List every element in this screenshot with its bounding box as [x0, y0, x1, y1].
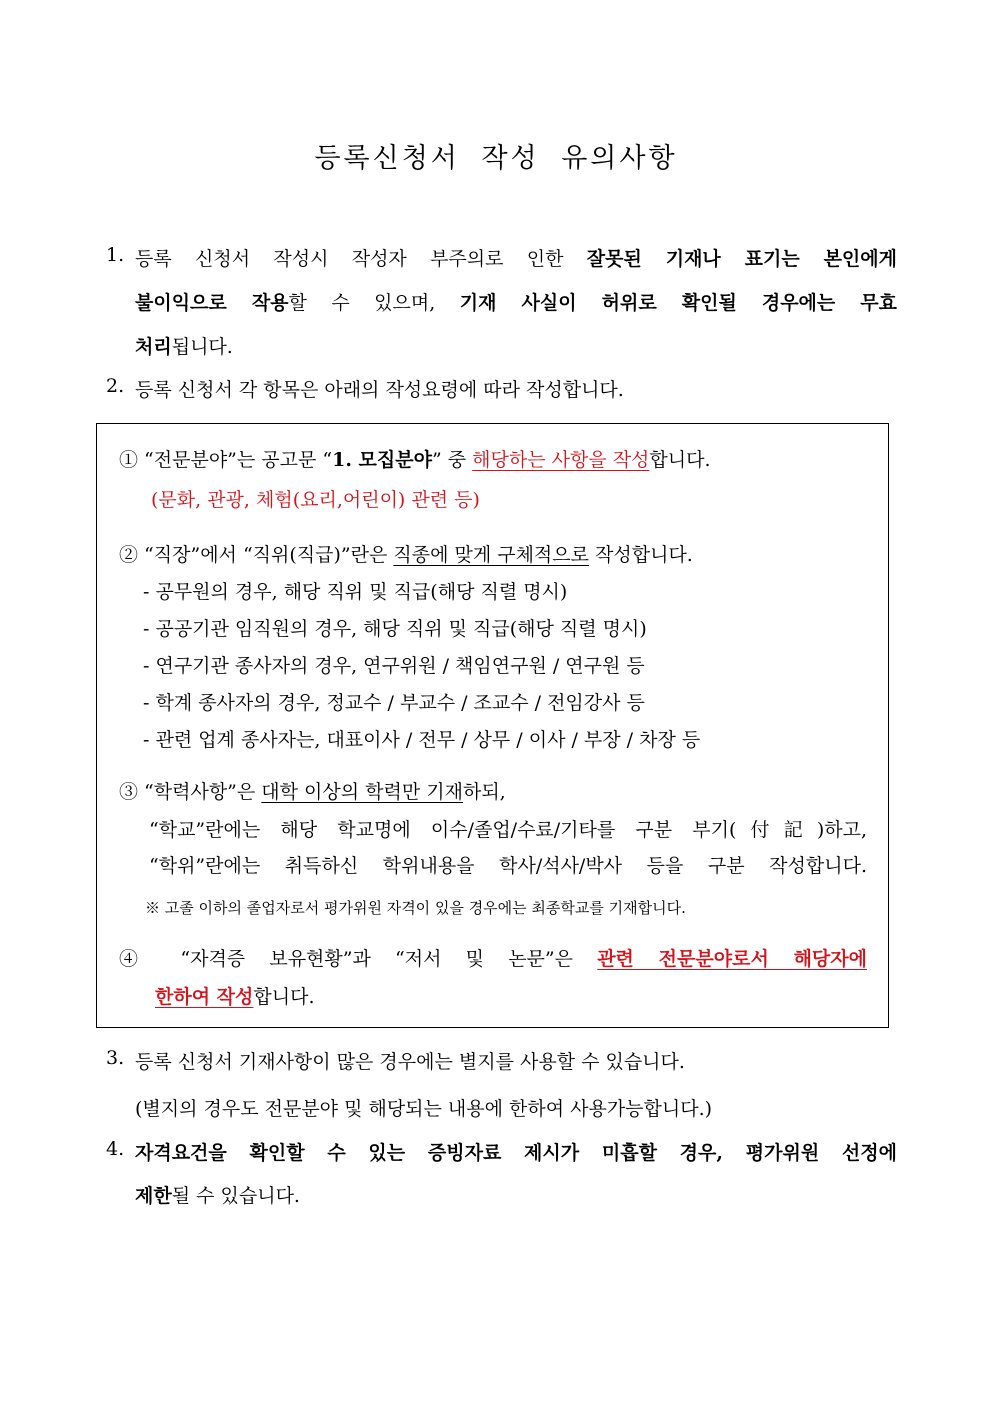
item3-number: 3.: [106, 1047, 125, 1069]
section1-text: “전문분야”는 공고문 “: [138, 449, 333, 471]
section3-line3: “학위”란에는 취득하신 학위내용을 학사/석사/박사 등을 구분 작성합니다.: [149, 855, 867, 877]
section4-line1: [119, 944, 867, 971]
item1-line2: [135, 288, 897, 315]
section1-sub: (문화, 관광, 체험(요리,어린이) 관련 등): [151, 489, 480, 511]
item4-number: 4.: [106, 1138, 125, 1160]
section2-text: “직장”에서 “직위(직급)”란은: [138, 544, 394, 566]
item4-text: 될 수 있습니다.: [171, 1185, 300, 1207]
section3-text-2: 하되,: [462, 781, 506, 803]
section1-highlight: 해당하는 사항을 작성: [472, 449, 650, 471]
bullet-item: - 연구기관 종사자의 경우, 연구위원 / 책임연구원 / 연구원 등: [143, 655, 645, 677]
item4-line2: [135, 1181, 300, 1208]
page-title: 등록신청서 작성 유의사항: [314, 143, 678, 174]
section1-text-2: ” 중: [431, 449, 473, 471]
guideline-box: [96, 423, 889, 1028]
item1-line3: [135, 332, 233, 359]
bullet-item: - 관련 업계 종사자는, 대표이사 / 전무 / 상무 / 이사 / 부장 / 차장 등: [143, 729, 701, 751]
item1-emphasis-3: 기재 사실이 허위로 확인될 경우에는 무효: [459, 292, 898, 314]
item1-line1: [135, 244, 897, 271]
section4-highlight-2: 한하여 작성: [155, 986, 254, 1008]
item2-number: 2.: [106, 375, 125, 397]
item1-text: 등록 신청서 작성시 작성자 부주의로 인한: [135, 248, 587, 270]
item4-emphasis: 제한: [135, 1185, 172, 1207]
item4-line1: 자격요건을 확인할 수 있는 증빙자료 제시가 미흡할 경우, 평가위원 선정에: [135, 1142, 897, 1164]
section3-line1: [119, 777, 506, 804]
item1-emphasis: 잘못된 기재나 표기는 본인에게: [586, 248, 897, 270]
section1-line1: [119, 445, 711, 472]
section3-line2: “학교”란에는 해당 학교명에 이수/졸업/수료/기타를 구분 부기(付記)하고,: [149, 819, 867, 841]
bullet-item: - 공무원의 경우, 해당 직위 및 직급(해당 직렬 명시): [143, 581, 568, 603]
section4-line2: [155, 982, 315, 1009]
section4-text: “자격증 보유현황”과 “저서 및 논문”은: [156, 948, 598, 970]
item1-emphasis-4: 처리: [135, 336, 172, 358]
section1-text-3: 합니다.: [649, 449, 711, 471]
section1-marker: ①: [119, 449, 139, 471]
section2-underline: 직종에 맞게 구체적으로: [393, 544, 589, 566]
section2-line1: [119, 540, 693, 567]
section4-text-2: 합니다.: [253, 986, 315, 1008]
bullet-item: - 학계 종사자의 경우, 정교수 / 부교수 / 조교수 / 전임강사 등: [143, 692, 645, 714]
item3-sub: (별지의 경우도 전문분야 및 해당되는 내용에 한하여 사용가능합니다.): [135, 1098, 713, 1120]
item1-text-3: 됩니다.: [171, 336, 233, 358]
section1-bold: 1. 모집분야: [332, 449, 432, 471]
section3-underline: 대학 이상의 학력만 기재: [261, 781, 463, 803]
section4-highlight: 관련 전문분야로서 해당자에: [597, 948, 867, 970]
section2-marker: ②: [119, 544, 139, 566]
item1-number: 1.: [106, 244, 125, 266]
section4-marker: ④: [119, 948, 157, 970]
section3-marker: ③: [119, 781, 139, 803]
section2-text-2: 작성합니다.: [588, 544, 693, 566]
item1-text-2: 할 수 있으며,: [288, 292, 460, 314]
section3-note: ※ 고졸 이하의 졸업자로서 평가위원 자격이 있을 경우에는 최종학교를 기재합니다.: [145, 899, 686, 917]
bullet-item: - 공공기관 임직원의 경우, 해당 직위 및 직급(해당 직렬 명시): [143, 618, 647, 640]
item1-emphasis-2: 불이익으로 작용: [135, 292, 289, 314]
section3-text: “학력사항”은: [138, 781, 262, 803]
item3-text: 등록 신청서 기재사항이 많은 경우에는 별지를 사용할 수 있습니다.: [135, 1051, 685, 1073]
item2-text: 등록 신청서 각 항목은 아래의 작성요령에 따라 작성합니다.: [135, 379, 624, 401]
